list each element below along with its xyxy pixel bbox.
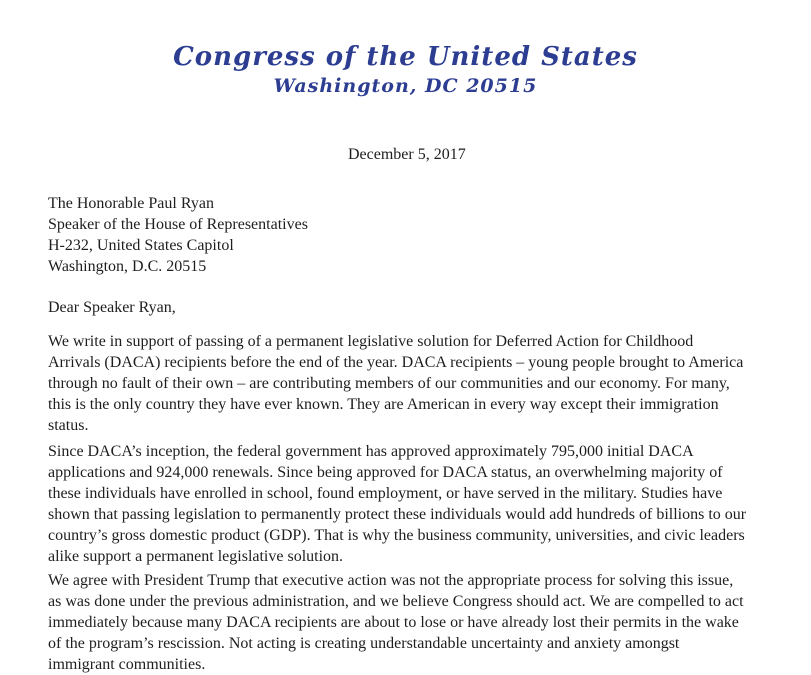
paragraph-line: alike support a permanent legislative solution.	[48, 548, 344, 565]
recipient-city: Washington, D.C. 20515	[48, 258, 207, 275]
paragraph-line: shown that passing legislation to permanently protect these individuals would add hundreds of billions to our	[48, 506, 747, 523]
letter-date: December 5, 2017	[348, 146, 466, 163]
paragraph-line: this is the only country they have ever known. They are American in every way except their immigration	[48, 396, 719, 413]
paragraph-line: Arrivals (DACA) recipients before the end of the year. DACA recipients – young people brought to America	[48, 354, 744, 371]
paragraph-line: immediately because many DACA recipients are about to lose or have already lost their permits in the wake	[48, 614, 739, 631]
paragraph-line: status.	[48, 417, 89, 434]
paragraph-line: Since DACA’s inception, the federal government has approved approximately 795,000 initial DACA	[48, 443, 694, 460]
paragraph-line: immigrant communities.	[48, 656, 206, 673]
letterhead-address: Washington, DC 20515	[273, 75, 538, 97]
paragraph-1	[48, 331, 788, 436]
paragraph-line: We write in support of passing of a permanent legislative solution for Deferred Action for Childhood	[48, 333, 694, 350]
paragraph-line: applications and 924,000 renewals. Since being approved for DACA status, an overwhelming majority of	[48, 464, 723, 481]
paragraph-3	[48, 570, 788, 675]
recipient-name: The Honorable Paul Ryan	[48, 195, 214, 212]
recipient-title: Speaker of the House of Representatives	[48, 216, 308, 233]
paragraph-line: as was done under the previous administration, and we believe Congress should act. We are compelled to act	[48, 593, 744, 610]
paragraph-line: We agree with President Trump that executive action was not the appropriate process for solving this issue,	[48, 572, 734, 589]
recipient-office: H-232, United States Capitol	[48, 237, 234, 254]
paragraph-2	[48, 441, 788, 567]
paragraph-line: through no fault of their own – are contributing members of our communities and our economy. For many,	[48, 375, 730, 392]
salutation: Dear Speaker Ryan,	[48, 299, 176, 316]
paragraph-line: these individuals have enrolled in school, found employment, or have served in the military. Studies have	[48, 485, 723, 502]
paragraph-line: of the program’s rescission. Not acting is creating understandable uncertainty and anxiety amongst	[48, 635, 680, 652]
recipient-address	[48, 193, 308, 277]
paragraph-line: country’s gross domestic product (GDP). That is why the business community, universities, and civic leaders	[48, 527, 745, 544]
letterhead-title: Congress of the United States	[173, 42, 638, 72]
